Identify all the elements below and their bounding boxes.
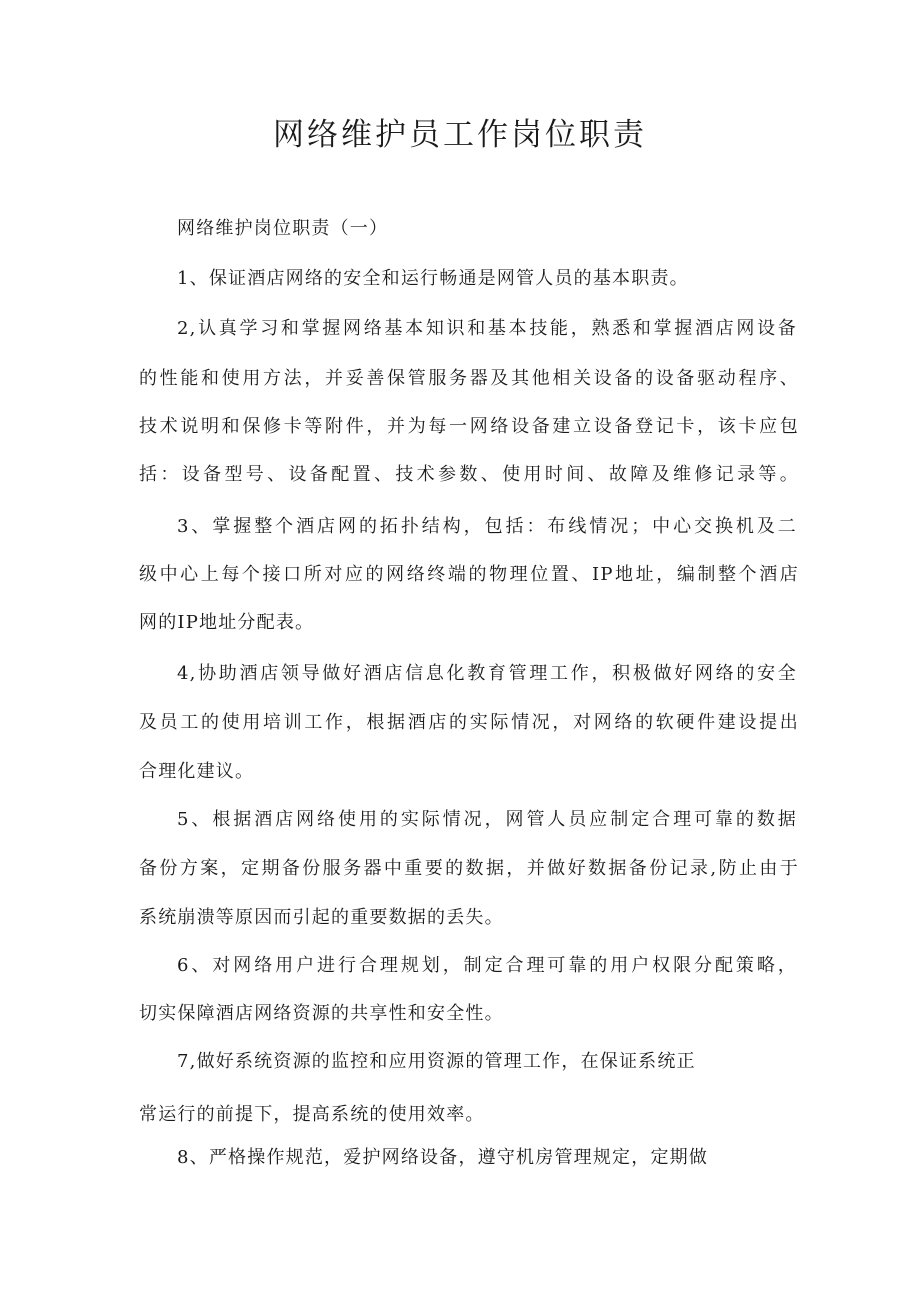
paragraph-line: 及员工的使用培训工作，根据酒店的实际情况，对网络的软硬件建设提出 bbox=[139, 712, 799, 733]
paragraph-line: 合理化建议。 bbox=[139, 761, 255, 782]
paragraph-line: 切实保障酒店网络资源的共享性和安全性。 bbox=[139, 1003, 504, 1024]
paragraph-line: 技术说明和保修卡等附件，并为每一网络设备建立设备登记卡，该卡应包 bbox=[139, 416, 799, 437]
paragraph-line: 网的IP地址分配表。 bbox=[139, 612, 315, 633]
paragraph-line: 7,做好系统资源的监控和应用资源的管理工作，在保证系统正 bbox=[177, 1051, 696, 1072]
paragraph-line: 括：设备型号、设备配置、技术参数、使用时间、故障及维修记录等。 bbox=[139, 464, 799, 485]
paragraph-line: 常运行的前提下，提高系统的使用效率。 bbox=[139, 1104, 485, 1125]
paragraph-line: 8、严格操作规范，爱护网络设备，遵守机房管理规定，定期做 bbox=[177, 1147, 709, 1168]
document-title: 网络维护员工作岗位职责 bbox=[273, 117, 647, 153]
section-heading: 网络维护岗位职责（一） bbox=[177, 218, 389, 239]
paragraph-line: 6、对网络用户进行合理规划，制定合理可靠的用户权限分配策略， bbox=[177, 955, 797, 976]
paragraph-line: 的性能和使用方法，并妥善保管服务器及其他相关设备的设备驱动程序、 bbox=[139, 368, 799, 389]
paragraph-line: 2,认真学习和掌握网络基本知识和基本技能，熟悉和掌握酒店网设备 bbox=[177, 318, 797, 339]
paragraph-line: 5、根据酒店网络使用的实际情况，网管人员应制定合理可靠的数据 bbox=[177, 809, 797, 830]
paragraph-line: 1、保证酒店网络的安全和运行畅通是网管人员的基本职责。 bbox=[177, 268, 689, 289]
paragraph-line: 备份方案，定期备份服务器中重要的数据，并做好数据备份记录,防止由于 bbox=[139, 858, 799, 879]
paragraph-line: 3、掌握整个酒店网的拓扑结构，包括：布线情况；中心交换机及二 bbox=[177, 516, 797, 537]
paragraph-line: 系统崩溃等原因而引起的重要数据的丢失。 bbox=[139, 907, 504, 928]
paragraph-line: 级中心上每个接口所对应的网络终端的物理位置、IP地址，编制整个酒店 bbox=[139, 564, 799, 585]
paragraph-line: 4,协助酒店领导做好酒店信息化教育管理工作，积极做好网络的安全 bbox=[177, 663, 797, 684]
